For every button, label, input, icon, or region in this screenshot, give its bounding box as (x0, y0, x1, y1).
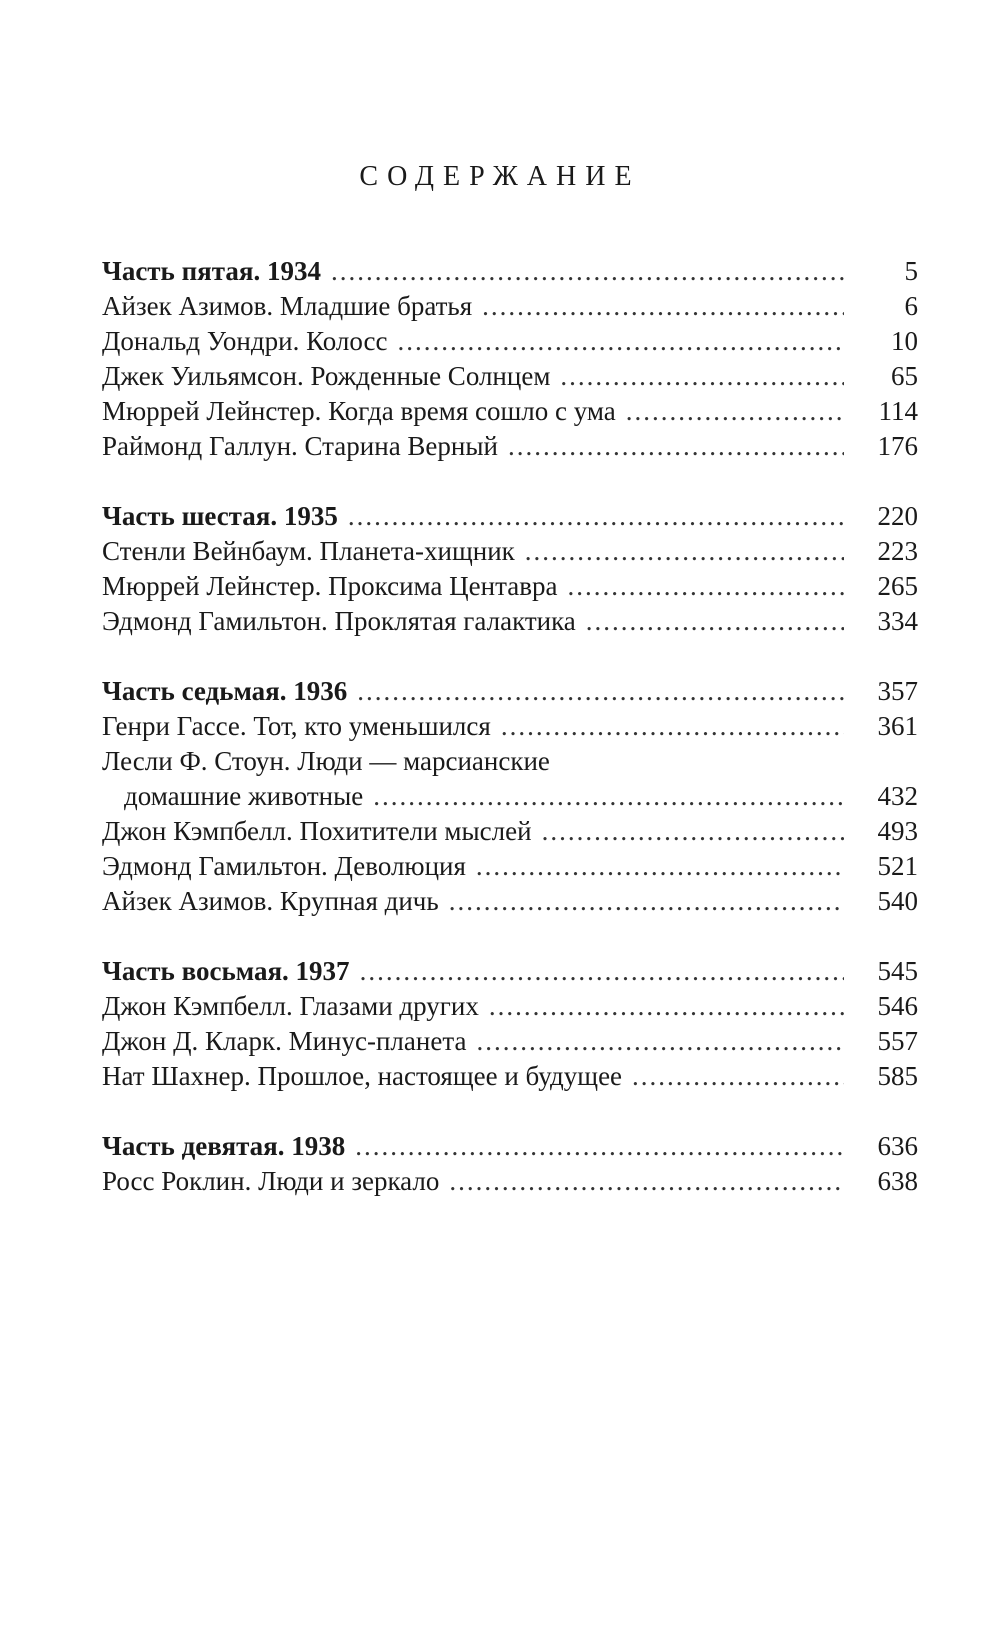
toc-page-number: 521 (877, 851, 918, 881)
toc-page-number: 6 (904, 291, 918, 321)
toc-page-number: 265 (877, 571, 918, 601)
toc-heading-title: Часть восьмая. 1937 (102, 956, 350, 986)
toc-heading-title: Часть девятая. 1938 (102, 1131, 346, 1161)
table-of-contents (102, 254, 918, 1199)
toc-page-number: 493 (877, 816, 918, 846)
toc-entry-title: Эдмонд Гамильтон. Деволюция (102, 851, 466, 881)
toc-heading-title: Часть шестая. 1935 (102, 501, 338, 531)
page-title: СОДЕРЖАНИЕ (359, 161, 641, 192)
toc-page-number: 223 (877, 536, 918, 566)
dot-leader (567, 569, 844, 604)
toc-entry-title: Мюррей Лейнстер. Проксима Центавра (102, 571, 558, 601)
toc-entry[interactable] (102, 429, 918, 464)
toc-page-number: 557 (877, 1026, 918, 1056)
toc-page-number: 540 (877, 886, 918, 916)
toc-entry[interactable] (102, 394, 918, 429)
toc-section-part-6 (102, 499, 918, 639)
toc-heading[interactable] (102, 1129, 918, 1164)
toc-section-part-5 (102, 254, 918, 464)
dot-leader (357, 674, 844, 709)
toc-entry-title: Джон Д. Кларк. Минус-планета (102, 1026, 467, 1056)
dot-leader (398, 324, 845, 359)
toc-page-number: 432 (877, 781, 918, 811)
dot-leader (482, 289, 844, 324)
dot-leader (525, 534, 844, 569)
toc-heading[interactable] (102, 954, 918, 989)
toc-entry-title: Дональд Уондри. Колосс (102, 326, 388, 356)
toc-entry-title: Айзек Азимов. Младшие братья (102, 291, 473, 321)
toc-entry-title: Эдмонд Гамильтон. Проклятая галактика (102, 606, 576, 636)
dot-leader (542, 814, 844, 849)
dot-leader (360, 954, 844, 989)
toc-entry-title: Нат Шахнер. Прошлое, настоящее и будущее (102, 1061, 623, 1091)
toc-entry-title: Айзек Азимов. Крупная дичь (102, 886, 439, 916)
toc-entry-title-continued: домашние животные (124, 781, 364, 811)
toc-page-number: 176 (877, 431, 918, 461)
dot-leader (348, 499, 844, 534)
toc-page-number: 638 (877, 1166, 918, 1196)
toc-heading-title: Часть седьмая. 1936 (102, 676, 348, 706)
toc-entry-title: Росс Роклин. Люди и зеркало (102, 1166, 440, 1196)
toc-entry-line1[interactable] (102, 744, 918, 779)
toc-entry-title: Генри Гассе. Тот, кто уменьшился (102, 711, 491, 741)
dot-leader (586, 604, 844, 639)
toc-entry[interactable] (102, 989, 918, 1024)
toc-entry[interactable] (102, 709, 918, 744)
toc-entry[interactable] (102, 569, 918, 604)
dot-leader (560, 359, 844, 394)
toc-entry[interactable] (102, 289, 918, 324)
dot-leader (331, 254, 844, 289)
toc-page-number: 357 (877, 676, 918, 706)
toc-page-number: 585 (877, 1061, 918, 1091)
dot-leader (476, 1024, 844, 1059)
toc-page-number: 5 (904, 256, 918, 286)
toc-entry-title: Джон Кэмпбелл. Глазами других (102, 991, 479, 1021)
dot-leader (476, 849, 844, 884)
dot-leader (508, 429, 844, 464)
toc-section-part-9 (102, 1129, 918, 1199)
toc-heading[interactable] (102, 499, 918, 534)
toc-entry[interactable] (102, 849, 918, 884)
toc-entry[interactable] (102, 534, 918, 569)
toc-section-part-7 (102, 674, 918, 919)
toc-page-number: 361 (877, 711, 918, 741)
toc-entry[interactable] (102, 884, 918, 919)
toc-entry-title: Стенли Вейнбаум. Планета-хищник (102, 536, 515, 566)
toc-section-part-8 (102, 954, 918, 1094)
toc-entry[interactable] (102, 1024, 918, 1059)
toc-entry[interactable] (102, 604, 918, 639)
dot-leader (501, 709, 844, 744)
dot-leader (449, 1164, 844, 1199)
dot-leader (449, 884, 844, 919)
dot-leader (632, 1059, 844, 1094)
toc-entry[interactable] (102, 324, 918, 359)
toc-entry-title: Мюррей Лейнстер. Когда время сошло с ума (102, 396, 616, 426)
toc-entry-title: Раймонд Галлун. Старина Верный (102, 431, 498, 461)
dot-leader (626, 394, 844, 429)
toc-page-number: 220 (877, 501, 918, 531)
toc-entry-line2[interactable] (102, 779, 918, 814)
toc-heading[interactable] (102, 674, 918, 709)
toc-entry[interactable] (102, 1059, 918, 1094)
toc-page-number: 114 (878, 396, 918, 426)
toc-entry-title: Лесли Ф. Стоун. Люди — марсианские (102, 746, 550, 776)
toc-page-number: 636 (877, 1131, 918, 1161)
toc-heading[interactable] (102, 254, 918, 289)
dot-leader (355, 1129, 844, 1164)
toc-page-number: 546 (877, 991, 918, 1021)
toc-heading-title: Часть пятая. 1934 (102, 256, 321, 286)
toc-page-number: 334 (877, 606, 918, 636)
dot-leader (373, 779, 844, 814)
toc-entry[interactable] (102, 359, 918, 394)
toc-entry-title: Джон Кэмпбелл. Похитители мыслей (102, 816, 532, 846)
dot-leader (489, 989, 844, 1024)
toc-entry-title: Джек Уильямсон. Рожденные Солнцем (102, 361, 551, 391)
toc-page-number: 65 (891, 361, 918, 391)
toc-page-number: 545 (877, 956, 918, 986)
toc-entry[interactable] (102, 1164, 918, 1199)
toc-page-number: 10 (891, 326, 918, 356)
toc-entry[interactable] (102, 814, 918, 849)
